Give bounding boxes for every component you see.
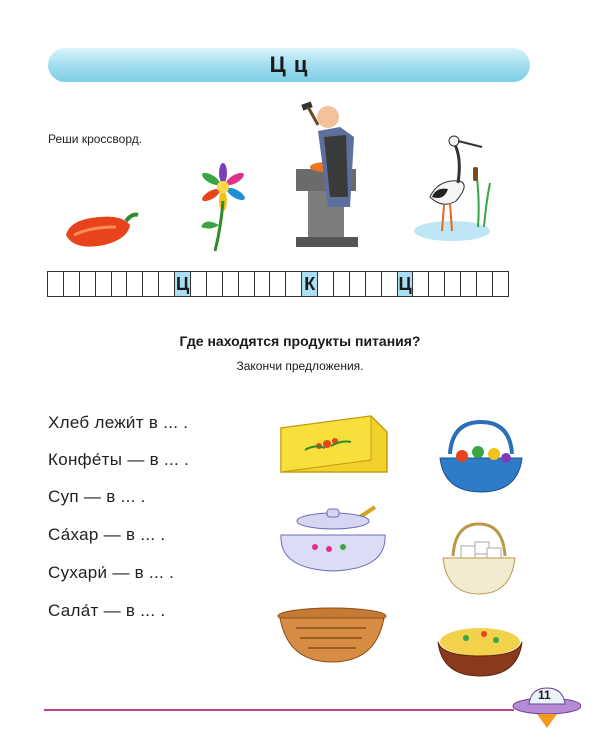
crossword-cell[interactable]	[445, 272, 461, 297]
crossword-cell[interactable]	[207, 272, 223, 297]
crossword-cell[interactable]	[64, 272, 80, 297]
crossword-instruction: Реши кроссворд.	[48, 132, 143, 146]
sentence-bread: Хлеб лежи́т в ... .	[48, 413, 189, 432]
crossword-cell[interactable]	[143, 272, 159, 297]
crossword-cell[interactable]	[80, 272, 96, 297]
crossword-cell[interactable]	[127, 272, 143, 297]
sentence-candies: Конфе́ты — в ... .	[48, 450, 190, 469]
letter-banner	[48, 48, 530, 82]
crossword-cell[interactable]	[413, 272, 429, 297]
crossword-cell[interactable]	[366, 272, 382, 297]
candy-basket-icon	[436, 412, 526, 498]
blacksmith-icon	[288, 97, 378, 249]
sentence-rusks: Сухари́ — в ... .	[48, 563, 175, 582]
crossword-cell[interactable]	[493, 272, 509, 297]
rusk-basket-icon	[276, 606, 390, 666]
crossword-cell[interactable]	[159, 272, 175, 297]
pepper-icon	[60, 205, 140, 255]
crossword-cell[interactable]	[96, 272, 112, 297]
crossword-cell[interactable]	[477, 272, 493, 297]
crossword-cell[interactable]	[429, 272, 445, 297]
crossword-cell[interactable]	[286, 272, 302, 297]
crossword-cell[interactable]: Ц	[398, 272, 414, 297]
crossword-cell[interactable]	[350, 272, 366, 297]
sentence-soup: Суп — в ... .	[48, 487, 146, 506]
flower-icon	[185, 163, 255, 255]
crossword-grid	[47, 271, 509, 297]
sugar-basket-icon	[437, 520, 519, 598]
crossword-cell[interactable]	[255, 272, 271, 297]
crossword-cell[interactable]	[239, 272, 255, 297]
sentence-salad: Сала́т — в ... .	[48, 601, 166, 620]
page-number: 11	[538, 688, 551, 702]
stork-icon	[412, 127, 497, 247]
crossword-cell[interactable]	[334, 272, 350, 297]
crossword-cell[interactable]: Ц	[175, 272, 191, 297]
salad-bowl-icon	[434, 620, 526, 680]
bread-box-icon	[275, 408, 395, 478]
crossword-cell[interactable]	[270, 272, 286, 297]
crossword-cell[interactable]	[318, 272, 334, 297]
crossword-cell[interactable]	[223, 272, 239, 297]
crossword-cell[interactable]: К	[302, 272, 318, 297]
section-title: Где находятся продукты питания?	[179, 333, 421, 349]
crossword-cell[interactable]	[48, 272, 64, 297]
sentence-sugar: Са́хар — в ... .	[48, 525, 166, 544]
banner-letters: Ц ц	[269, 52, 309, 77]
crossword-cell[interactable]	[112, 272, 128, 297]
crossword-cell[interactable]	[382, 272, 398, 297]
crossword-cell[interactable]	[461, 272, 477, 297]
footer-line	[44, 709, 514, 711]
section-subtitle: Закончи предложения.	[236, 359, 364, 373]
crossword-cell[interactable]	[191, 272, 207, 297]
soup-tureen-icon	[275, 503, 393, 575]
